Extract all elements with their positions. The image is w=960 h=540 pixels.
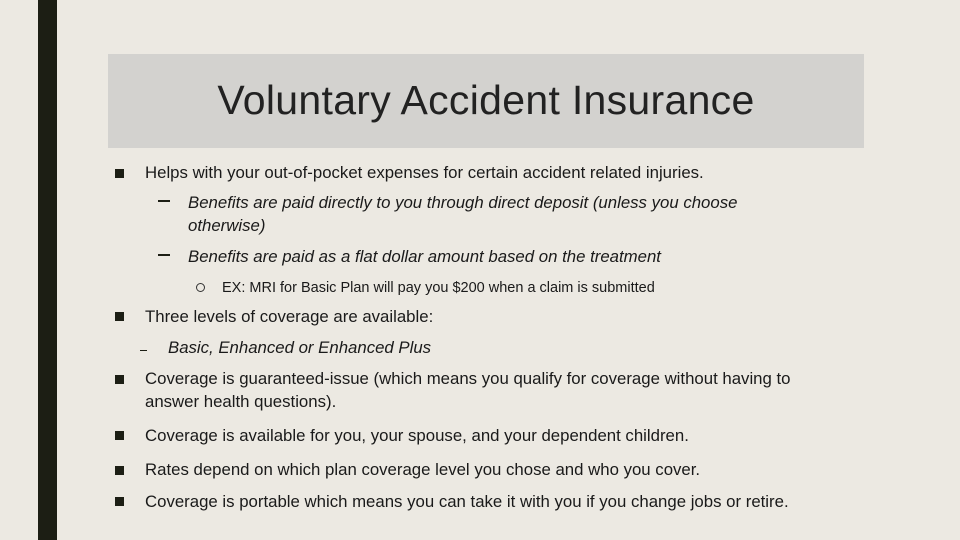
sub-bullet-text: Basic, Enhanced or Enhanced Plus (168, 338, 432, 357)
bullet-square-icon (115, 312, 124, 321)
slide-title: Voluntary Accident Insurance (217, 76, 755, 123)
title-banner (108, 54, 864, 148)
bullet-square-icon (115, 466, 124, 475)
bullet-text: Coverage is available for you, your spouse, and your dependent children. (145, 426, 689, 445)
bullet-text: Rates depend on which plan coverage level you chose and who you cover. (145, 460, 701, 479)
bullet-text-continued: answer health questions). (145, 392, 337, 411)
bullet-square-icon (115, 169, 124, 178)
dash-bullet-icon (140, 350, 147, 351)
circle-bullet-icon (196, 283, 205, 292)
bullet-text: Coverage is portable which means you can take it with you if you change jobs or retire. (145, 492, 789, 511)
sub-bullet-text: Benefits are paid as a flat dollar amount based on the treatment (188, 247, 661, 266)
bullet-square-icon (115, 375, 124, 384)
bullet-text: Three levels of coverage are available: (145, 307, 434, 326)
sub-sub-bullet-text: EX: MRI for Basic Plan will pay you $200 when a claim is submitted (222, 280, 655, 296)
sub-bullet-text: Benefits are paid directly to you through direct deposit (unless you choose (188, 193, 738, 212)
dash-bullet-icon (158, 254, 170, 256)
bullet-square-icon (115, 497, 124, 506)
left-accent-bar (38, 0, 57, 540)
bullet-square-icon (115, 431, 124, 440)
dash-bullet-icon (158, 200, 170, 202)
bullet-text: Helps with your out-of-pocket expenses for certain accident related injuries. (145, 163, 704, 182)
sub-bullet-text-continued: otherwise) (188, 216, 266, 235)
bullet-text: Coverage is guaranteed-issue (which means you qualify for coverage without having to (145, 369, 791, 388)
